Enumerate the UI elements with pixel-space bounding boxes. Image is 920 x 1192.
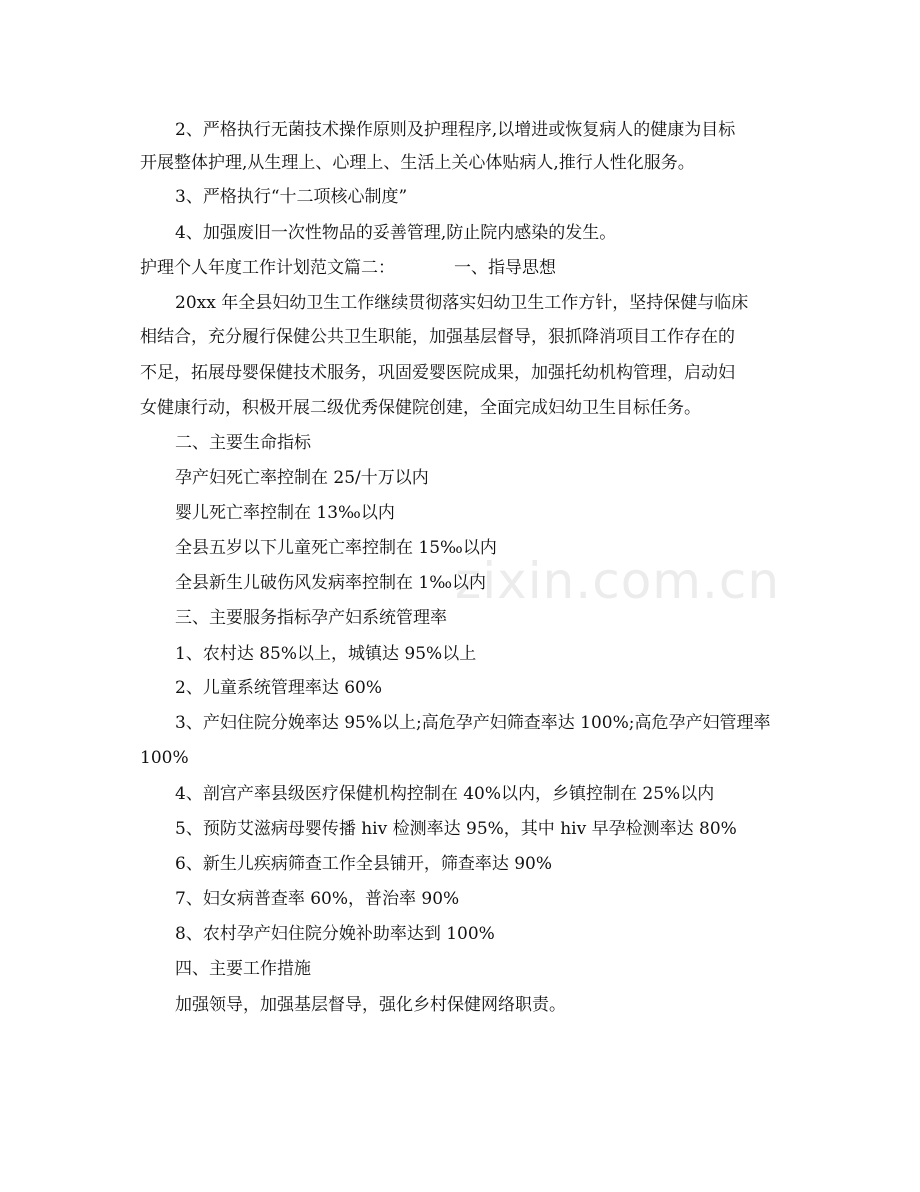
list-item: 1、农村达 85%以上，城镇达 95%以上: [175, 644, 477, 664]
list-item: 100%: [140, 748, 189, 768]
section-heading: 四、主要工作措施: [175, 959, 311, 979]
list-item: 4、剖宫产率县级医疗保健机构控制在 40%以内，乡镇控制在 25%以内: [175, 784, 715, 804]
list-item: 2、儿童系统管理率达 60%: [175, 678, 383, 698]
paragraph-line: 2、严格执行无菌技术操作原则及护理程序,以增进或恢复病人的健康为目标: [175, 120, 736, 140]
list-item: 全县五岁以下儿童死亡率控制在 15‰以内: [175, 538, 497, 558]
list-item: 5、预防艾滋病母婴传播 hiv 检测率达 95%，其中 hiv 早孕检测率达 80%: [175, 819, 737, 839]
paragraph-line: 相结合，充分履行保健公共卫生职能，加强基层督导，狠抓降消项目工作存在的: [140, 327, 735, 347]
list-item: 孕产妇死亡率控制在 25/十万以内: [175, 468, 429, 488]
paragraph-line: 不足，拓展母婴保健技术服务，巩固爱婴医院成果，加强托幼机构管理，启动妇: [140, 363, 735, 383]
section-heading: 三、主要服务指标孕产妇系统管理率: [175, 608, 447, 628]
paragraph-line: 20xx 年全县妇幼卫生工作继续贯彻落实妇幼卫生工作方针，坚持保健与临床: [175, 293, 749, 313]
list-item: 7、妇女病普查率 60%，普治率 90%: [175, 889, 460, 909]
paragraph-line: 加强领导，加强基层督导，强化乡村保健网络职责。: [175, 995, 566, 1015]
paragraph-line: 3、严格执行“十二项核心制度”: [175, 187, 408, 207]
section-heading: 二、主要生命指标: [175, 433, 311, 453]
section-heading: 一、指导思想: [454, 258, 556, 278]
list-item: 婴儿死亡率控制在 13‰以内: [175, 503, 395, 523]
section-title: 护理个人年度工作计划范文篇二：: [140, 258, 395, 278]
list-item: 全县新生儿破伤风发病率控制在 1‰以内: [175, 573, 487, 593]
list-item: 6、新生儿疾病筛查工作全县铺开，筛查率达 90%: [175, 854, 553, 874]
list-item: 3、产妇住院分娩率达 95%以上;高危孕产妇筛查率达 100%;高危孕产妇管理率: [175, 713, 771, 733]
list-item: 8、农村孕产妇住院分娩补助率达到 100%: [175, 924, 495, 944]
paragraph-line: 开展整体护理,从生理上、心理上、生活上关心体贴病人,推行人性化服务。: [140, 153, 695, 173]
paragraph-line: 4、加强废旧一次性物品的妥善管理,防止院内感染的发生。: [175, 223, 617, 243]
watermark: zixin.com.cn: [455, 552, 781, 610]
paragraph-line: 女健康行动，积极开展二级优秀保健院创建，全面完成妇幼卫生目标任务。: [140, 398, 701, 418]
